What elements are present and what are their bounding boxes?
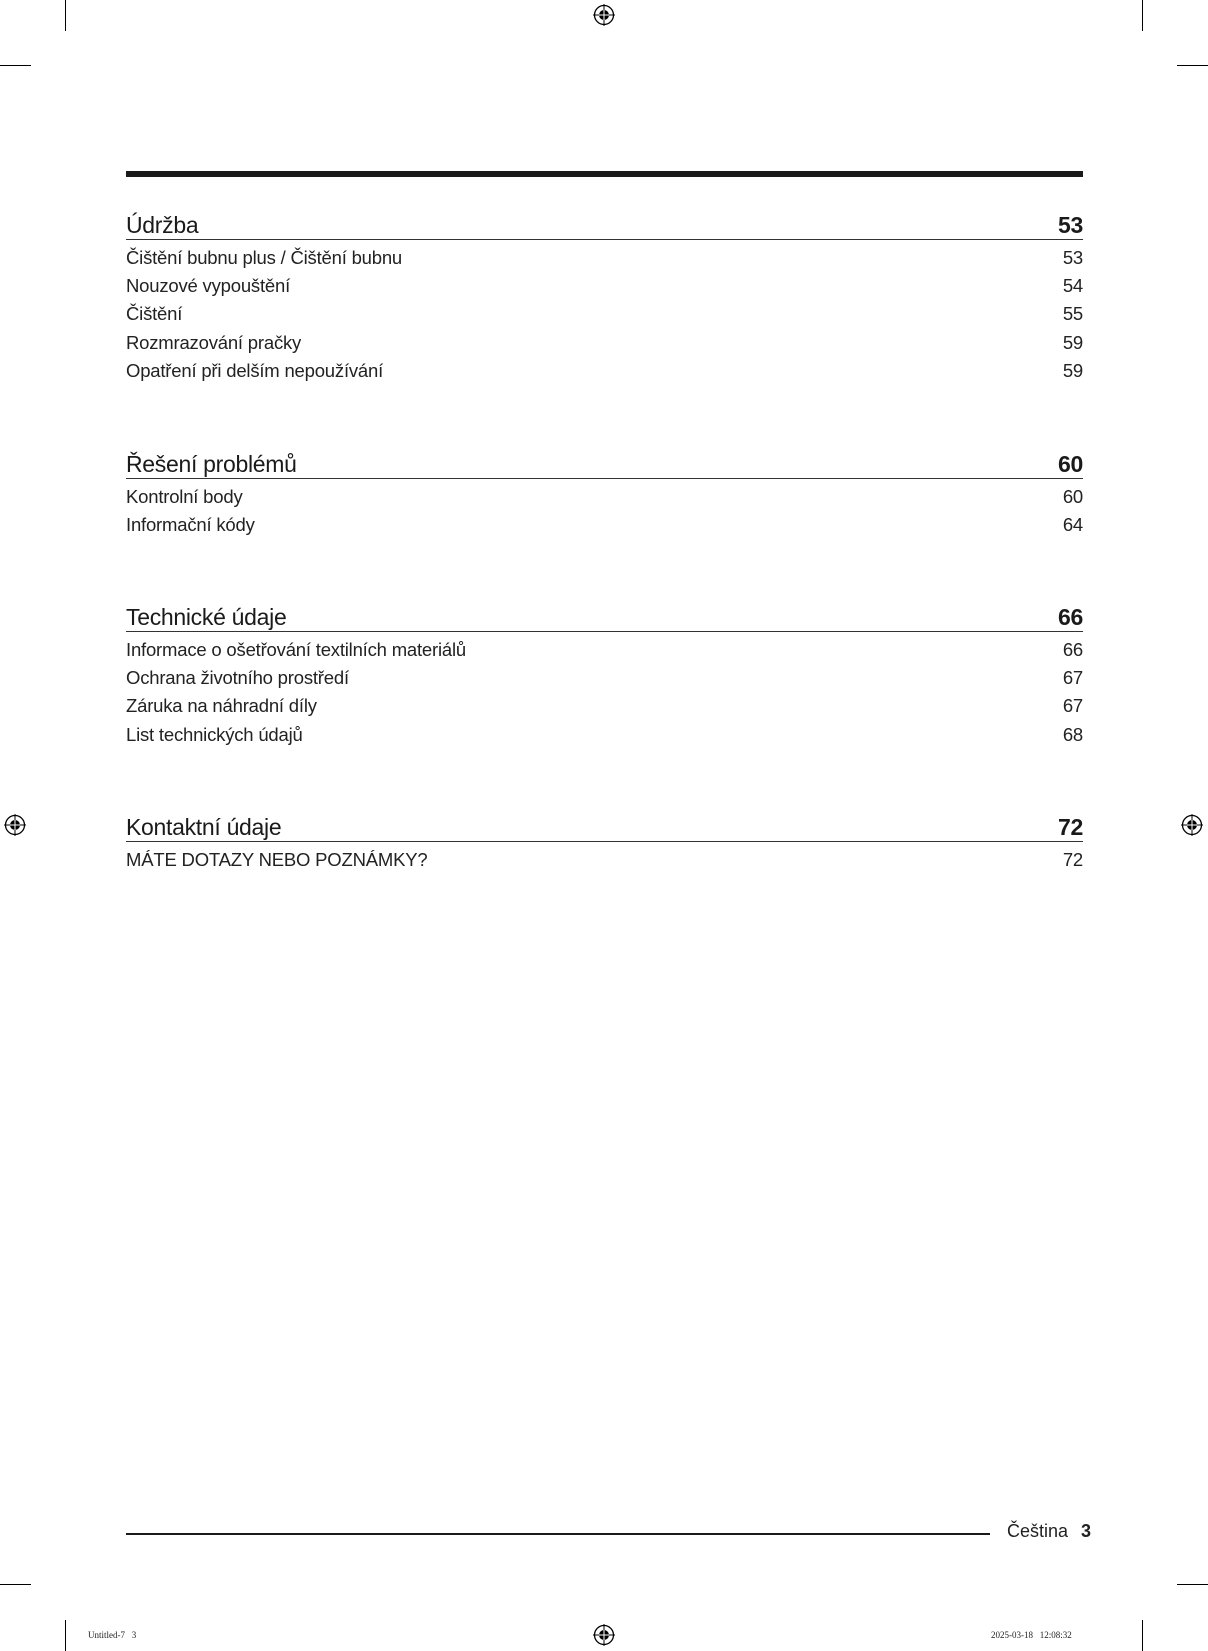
toc-item-page: 54 [1062, 275, 1083, 297]
toc-item-label: Informační kódy [126, 514, 255, 536]
section-heading[interactable] [126, 809, 1083, 842]
crop-mark-top-left-v [65, 0, 66, 31]
toc-item-page: 55 [1062, 303, 1083, 325]
crop-mark-top-left-h [0, 65, 31, 66]
toc-item[interactable] [126, 636, 1083, 664]
crop-mark-bottom-right-h [1177, 1584, 1208, 1585]
slug-date: 2025-03-18 12:08:32 [991, 1630, 1072, 1640]
section-heading[interactable] [126, 207, 1083, 240]
toc-item[interactable] [126, 300, 1083, 328]
section-page: 72 [1058, 814, 1083, 840]
toc-item-label: Rozmrazování pračky [126, 331, 302, 353]
registration-mark-icon [1181, 814, 1203, 836]
toc-item[interactable] [126, 483, 1083, 511]
toc-item-label: List technických údajů [126, 723, 303, 745]
crop-mark-bottom-left-v [65, 1620, 66, 1651]
slug-file: Untitled-7 3 [88, 1630, 137, 1640]
toc-item[interactable] [126, 272, 1083, 300]
toc-item-label: Kontrolní body [126, 486, 243, 508]
crop-mark-top-right-v [1142, 0, 1143, 31]
registration-mark-icon [593, 4, 615, 26]
section-title: Kontaktní údaje [126, 814, 282, 840]
section-page: 66 [1058, 604, 1083, 630]
toc-item[interactable] [126, 329, 1083, 357]
toc-item-label: Čištění bubnu plus / Čištění bubnu [126, 247, 403, 269]
toc-item-label: Nouzové vypouštění [126, 275, 291, 297]
toc-item-page: 64 [1062, 514, 1083, 536]
footer-language: Čeština [1007, 1521, 1069, 1541]
section-title: Údržba [126, 212, 199, 238]
section-page: 60 [1058, 451, 1083, 477]
top-rule [126, 171, 1083, 177]
toc-item[interactable] [126, 511, 1083, 539]
section-heading[interactable] [126, 599, 1083, 632]
registration-mark-icon [593, 1624, 615, 1646]
toc-item-page: 59 [1062, 359, 1083, 381]
section-heading[interactable] [126, 446, 1083, 479]
toc-item[interactable] [126, 664, 1083, 692]
toc-item-page: 67 [1062, 695, 1083, 717]
section-page: 53 [1058, 212, 1083, 238]
toc-section-troubleshooting [126, 446, 1083, 539]
toc-item[interactable] [126, 846, 1083, 874]
toc-item-page: 60 [1062, 486, 1083, 508]
footer-rule [126, 1533, 990, 1535]
footer-page-number: 3 [1081, 1521, 1092, 1541]
toc-item-label: Záruka na náhradní díly [126, 695, 317, 717]
registration-mark-icon [4, 814, 26, 836]
toc-item-label: MÁTE DOTAZY NEBO POZNÁMKY? [126, 849, 428, 871]
toc-item-page: 66 [1062, 639, 1083, 661]
toc-section-contact [126, 809, 1083, 874]
toc-section-maintenance [126, 207, 1083, 385]
toc-item-label: Ochrana životního prostředí [126, 667, 349, 689]
section-title: Technické údaje [126, 604, 287, 630]
toc-item[interactable] [126, 721, 1083, 749]
toc-item-page: 68 [1062, 723, 1083, 745]
crop-mark-top-right-h [1177, 65, 1208, 66]
toc-item-page: 67 [1062, 667, 1083, 689]
toc-item-page: 72 [1062, 849, 1083, 871]
section-title: Řešení problémů [126, 451, 297, 477]
toc-item-label: Informace o ošetřování textilních materiálů [126, 639, 466, 661]
toc-item[interactable] [126, 244, 1083, 272]
toc-item-label: Opatření při delším nepoužívání [126, 359, 384, 381]
crop-mark-bottom-right-v [1142, 1620, 1143, 1651]
toc-item[interactable] [126, 692, 1083, 720]
toc-item[interactable] [126, 357, 1083, 385]
toc-item-page: 59 [1062, 331, 1083, 353]
crop-mark-bottom-left-h [0, 1584, 31, 1585]
toc-section-technical-data [126, 599, 1083, 749]
toc-item-label: Čištění [126, 303, 183, 325]
toc-item-page: 53 [1062, 247, 1083, 269]
